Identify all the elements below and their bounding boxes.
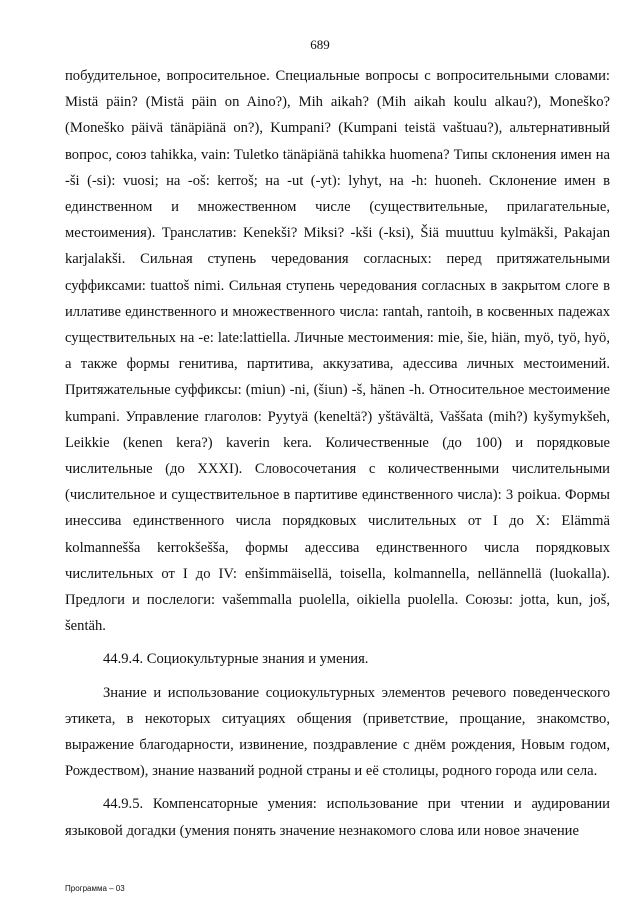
page-footer: Программа – 03 [65,884,125,893]
page-number: 689 [310,37,330,52]
sociocultural-paragraph: Знание и использование социокультурных элементов речевого поведенческого этикета, в некоторых ситуациях общения (приветствие, прощание, знакомство, выражение благодарности, извинение, поздравление с днём рождения, Новым годом, Рождеством), знание названий родной страны и её столицы, родного города или села. [65,684,610,780]
section-heading-44-9-4: 44.9.4. Социокультурные знания и умения. [103,651,369,668]
grammar-paragraph: побудительное, вопросительное. Специальные вопросы с вопросительными словами: Mistä päin? (Mistä päin on Aino?), Mih aikah? (Mih aikah koulu alkau?), Moneško? (Moneško päivä tänäpiänä on?), Kumpani? (Kumpani teistä vaštuau?), альтернативный вопрос, союз tahikka, vain: Tuletko tänäpiänä tahikka huomena? Типы склонения имен на -ši (-si): vuosi; на -oš: kerroš; на -ut (-yt): lyhyt, на -h: huoneh. Склонение имен в единственном и множественном числе (существительные, прилагательные, местоимения). Транслатив: Kenekši? Miksi? -kši (-ksi), Šiä muuttuu kylmäkši, Pakajan karjalakši. Сильная ступень чередования согласных: перед притяжательными суффиксами: tuattoš nimi. Сильная ступень чередования согласных в закрытом слоге в иллативе единственного и множественного числа: rantah, rantoih, в косвенных падежах существительных на -e: late:lattiella. Личные местоимения: mie, šie, hiän, myö, työ, hyö, а также формы генитива, партитива, аккузатива, адессива личных местоимений. Притяжательные суффиксы: (miun) -ni, (šiun) -š, hänen -h. Относительное местоимение kumpani. Управление глаголов: Pyytyä (keneltä?) yštävältä, Vaššata (mih?) kyšymykšeh, Leikkie (kenen kera?) kaverin kera. Количественные (до 100) и порядковые числительные (до XXXI). Словосочетания с количественными числительными (числительное и существительное в партитиве единственного числа): 3 poikua. Формы инессива единственного числа порядковых числительных от I до X: Elämmä kolmannešša kerrokšešša, формы адессива единственного числа порядковых числительных от I до IV: enšimmäisellä, toisella, kolmannella, nellännellä (luokalla). Предлоги и послелоги: vašemmalla puolella, oikiella puolella. Союзы: jotta, kun, još, šentäh. [65,68,610,635]
document-body [65,63,610,844]
compensatory-skills-paragraph: 44.9.5. Компенсаторные умения: использование при чтении и аудировании языковой догадки (умения понять значение незнакомого слова или новое значение [65,796,610,839]
